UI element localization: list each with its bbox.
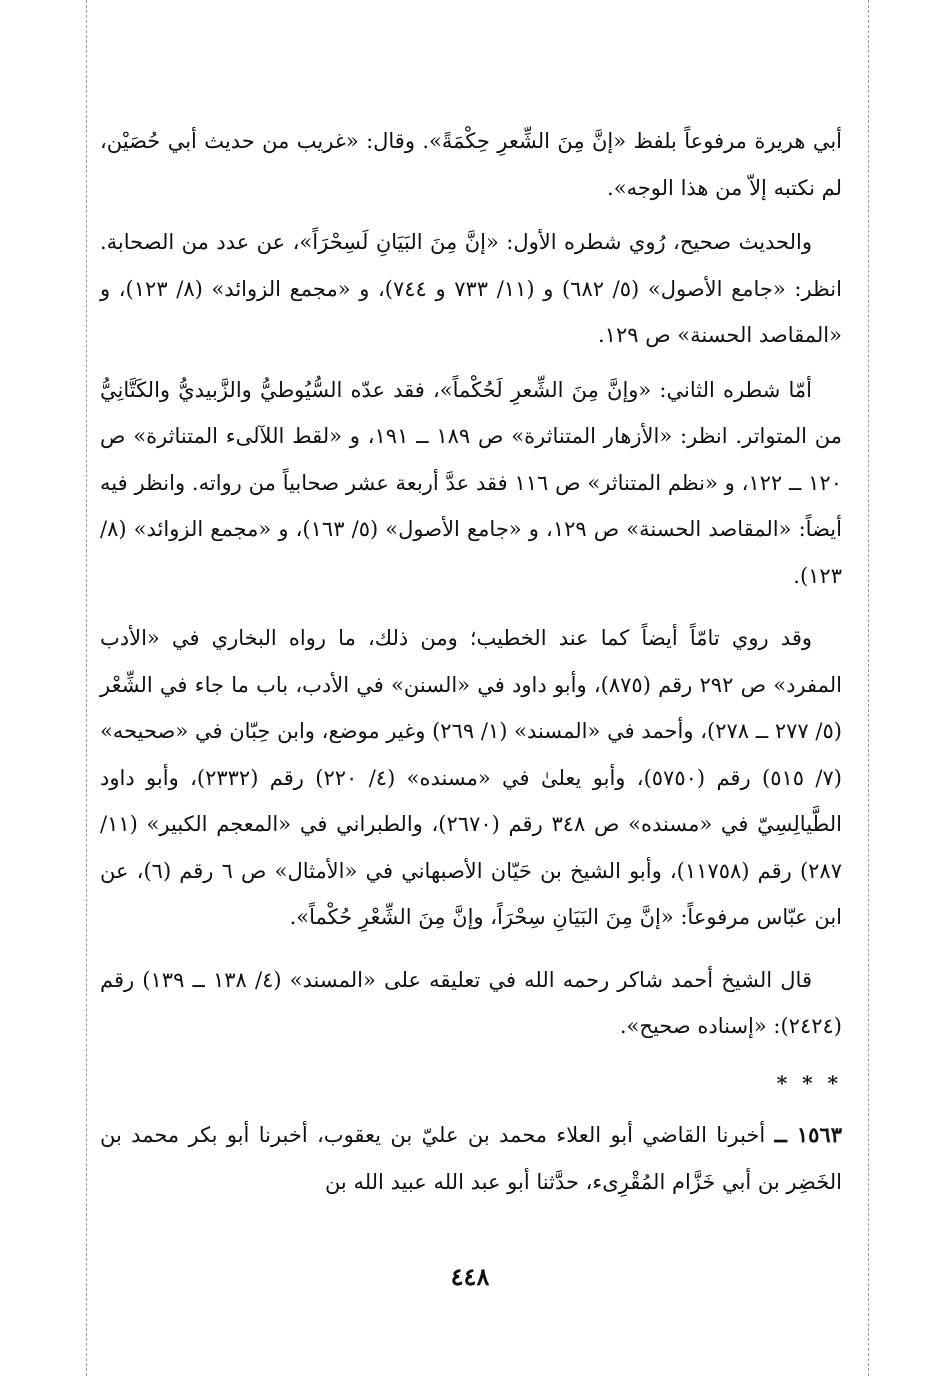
paragraph-4: وقد روي تامّاً أيضاً كما عند الخطيب؛ ومن ذلك، ما رواه البخاري في «الأدب المفرد» ص ٢٩٢ رقم (٨٧٥)، وأبو داود في «السنن» في الأدب، باب ما جاء في الشِّعْر (٥/ ٢٧٧ ــ ٢٧٨)، وأحمد في «المسند» (١/ ٢٦٩) وغير موضع، وابن حِبّان في «صحيحه» (٧/ ٥١٥) رقم (٥٧٥٠)، وأبو يعلىٰ في «مسنده» (٤/ ٢٢٠) رقم (٢٣٣٢)، وأبو داود الطَّيالِسِيّ في «مسنده» ص ٣٤٨ رقم (٢٦٧٠)، والطبراني في «المعجم الكبير» (١١/ ٢٨٧) رقم (١١٧٥٨)، وأبو الشيخ بن حَيّان الأصبهاني في «الأمثال» ص ٦ رقم (٦)، عن ابن عبّاس مرفوعاً: «إنَّ مِنَ البَيَانِ سِحْرَاً، وإنَّ مِنَ الشِّعْرِ حُكْماً». [100,626,843,929]
paragraph-5: قال الشيخ أحمد شاكر رحمه الله في تعليقه على «المسند» (٤/ ١٣٨ ــ ١٣٩) رقم (٢٤٢٤): «إسناده صحيح». [100,967,842,1038]
paragraph-3: أمّا شطره الثاني: «وإنَّ مِنَ الشِّعرِ لَحُكْماً»، فقد عدّه السُّيُوطيُّ والزَّبيديُّ والكَتَّانِيُّ من المتواتر. انظر: «الأزهار المتناثرة» ص ١٨٩ ــ ١٩١، و «لقط اللآلىء المتناثرة» ص ١٢٠ ــ ١٢٢، و «نظم المتناثر» ص ١١٦ فقد عدَّ أربعة عشر صحابياً من رواته. وانظر فيه أيضاً: «المقاصد الحسنة» ص ١٢٩، و «جامع الأصول» (٥/ ١٦٣)، و «مجمع الزوائد» (٨/ ١٢٣). [100,377,842,588]
hadith-number: ١٥٦٣ ــ [774,1122,842,1147]
page-number: ٤٤٨ [450,1262,490,1291]
left-margin-guide [86,0,87,1376]
hadith-entry [100,1112,842,1205]
hadith-text: أخبرنا القاضي أبو العلاء محمد بن عليّ بن يعقوب، أخبرنا أبو بكر محمد بن الخَضِر بن أبي خَزَّام المُقْرِىء، حدَّثنا أبو عبد الله عبيد الله بن [100,1123,842,1194]
section-separator: * * * [776,1070,842,1095]
right-margin-guide [868,0,869,1376]
paragraph-1: أبي هريرة مرفوعاً بلفظ «إنَّ مِنَ الشِّعرِ حِكْمَةً». وقال: «غريب من حديث أبي حُصَيْن، لم نكتبه إلاّ من هذا الوجه». [100,129,842,200]
main-text-block [100,118,842,1205]
paragraph-2: والحديث صحيح، رُوي شطره الأول: «إنَّ مِنَ البَيَانِ لَسِحْرَاً»، عن عدد من الصحابة. انظر: «جامع الأصول» (٥/ ٦٨٢) و (١١/ ٧٣٣ و ٧٤٤)، و «مجمع الزوائد» (٨/ ١٢٣)، و «المقاصد الحسنة» ص ١٢٩. [100,230,842,347]
